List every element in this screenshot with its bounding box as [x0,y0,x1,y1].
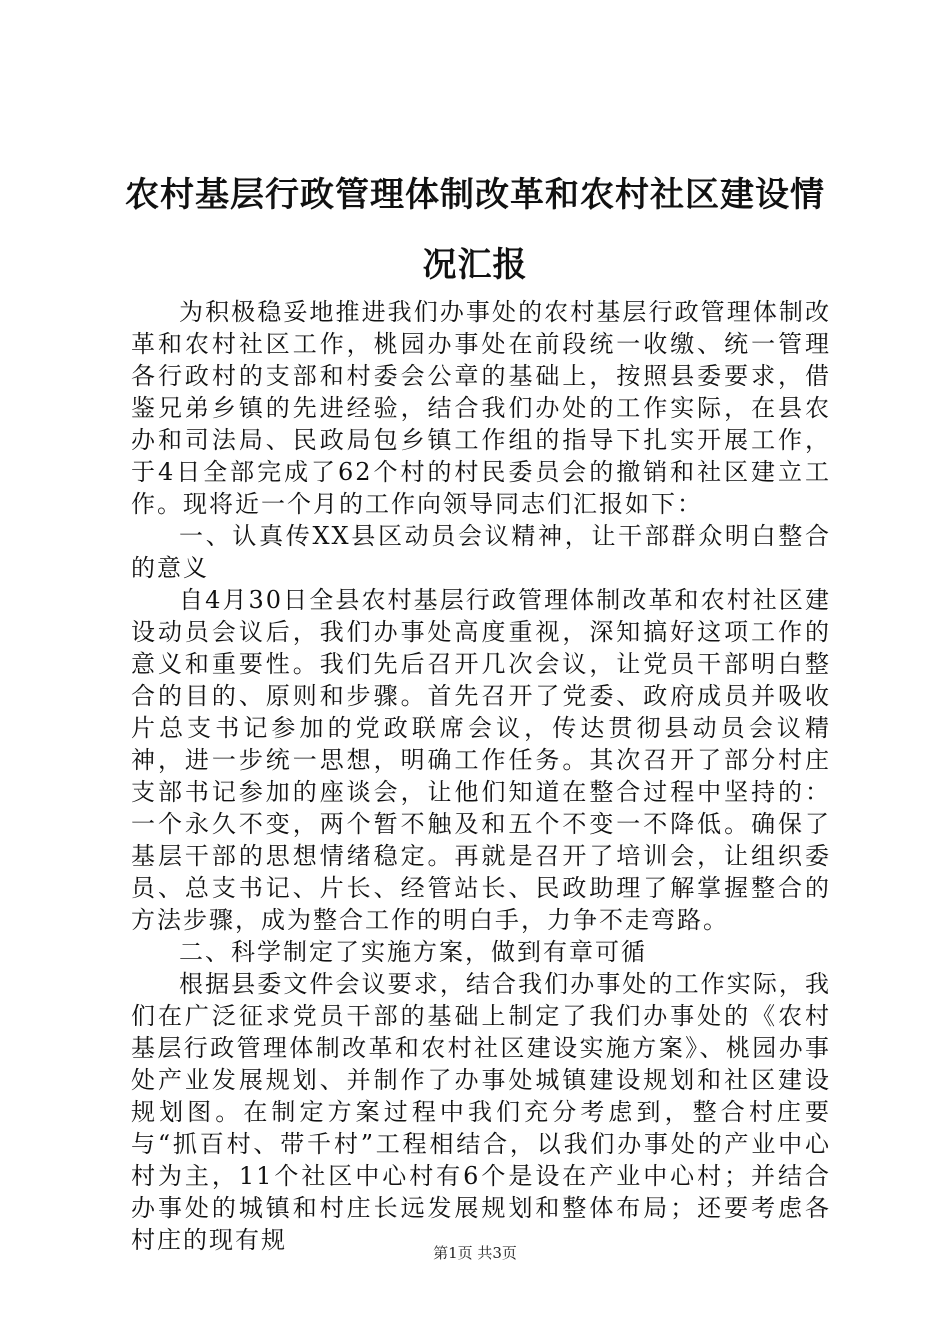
intro-paragraph: 为积极稳妥地推进我们办事处的农村基层行政管理体制改革和农村社区工作，桃园办事处在前段统一收缴、统一管理各行政村的支部和村委会公章的基础上，按照县委要求，借鉴兄弟乡镇的先进经验，结合我们办处的工作实际，在县农办和司法局、民政局包乡镇工作组的指导下扎实开展工作，于4日全部完成了62个村的村民委员会的撤销和社区建立工作。现将近一个月的工作向领导同志们汇报如下： [131,298,831,518]
section-heading-1: 一、认真传XX县区动员会议精神，让干部群众明白整合的意义 [131,522,831,582]
section-1-paragraph: 自4月30日全县农村基层行政管理体制改革和农村社区建设动员会议后，我们办事处高度重视，深知搞好这项工作的意义和重要性。我们先后召开几次会议，让党员干部明白整合的目的、原则和步骤。首先召开了党委、政府成员并吸收片总支书记参加的党政联席会议，传达贯彻县动员会议精神，进一步统一思想，明确工作任务。其次召开了部分村庄支部书记参加的座谈会，让他们知道在整合过程中坚持的：一个永久不变，两个暂不触及和五个不变一不降低。确保了基层干部的思想情绪稳定。再就是召开了培训会，让组织委员、总支书记、片长、经管站长、民政助理了解掌握整合的方法步骤，成为整合工作的明白手，力争不走弯路。 [131,586,831,934]
section-heading-2: 二、科学制定了实施方案，做到有章可循 [179,938,647,966]
document-title: 农村基层行政管理体制改革和农村社区建设情况汇报 [125,175,825,285]
page-footer: 第1页 共3页 [433,1244,517,1262]
section-2-paragraph: 根据县委文件会议要求，结合我们办事处的工作实际，我们在广泛征求党员干部的基础上制定了我们办事处的《农村基层行政管理体制改革和农村社区建设实施方案》、桃园办事处产业发展规划、并制作了办事处城镇建设规划和社区建设规划图。在制定方案过程中我们充分考虑到，整合村庄要与“抓百村、带千村”工程相结合，以我们办事处的产业中心村为主，11个社区中心村有6个是设在产业中心村；并结合办事处的城镇和村庄长远发展规划和整体布局；还要考虑各村庄的现有规 [131,970,831,1254]
document-body [131,296,831,1256]
